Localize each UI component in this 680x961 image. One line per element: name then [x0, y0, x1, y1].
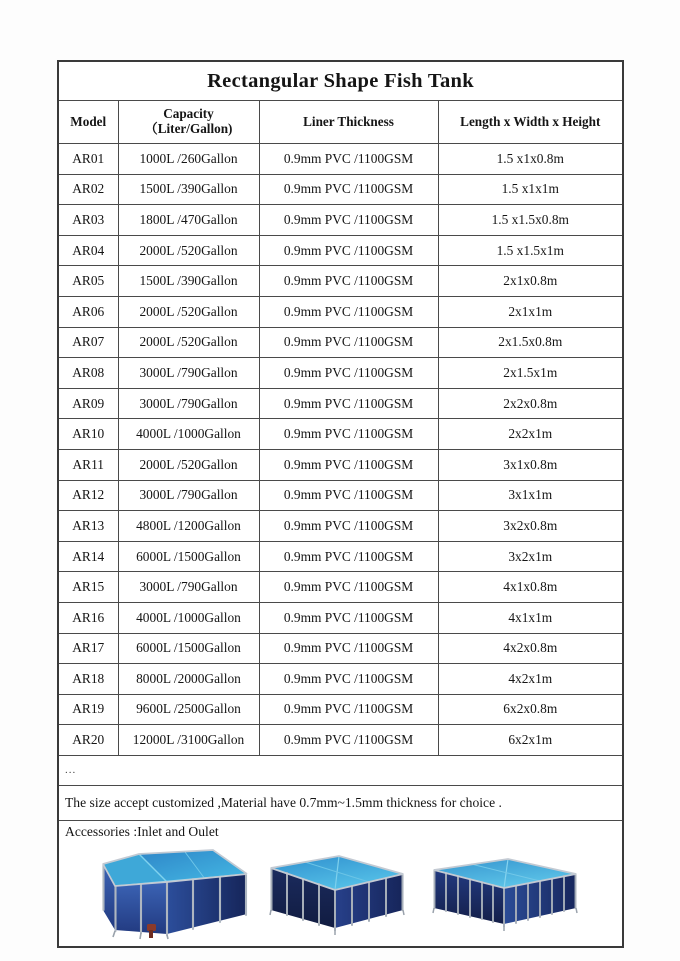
table-note-row [58, 785, 623, 820]
cell-model: AR20 [58, 725, 118, 756]
table-row [58, 602, 623, 633]
cell-dimensions: 3x1x0.8m [438, 449, 623, 480]
fish-tank-photo-wide-frame-blue [430, 856, 580, 938]
table-row [58, 725, 623, 756]
table-row [58, 633, 623, 664]
cell-dimensions: 1.5 x1x1m [438, 174, 623, 205]
cell-dimensions: 2x1x0.8m [438, 266, 623, 297]
cell-liner: 0.9mm PVC /1100GSM [259, 511, 438, 542]
cell-liner: 0.9mm PVC /1100GSM [259, 602, 438, 633]
cell-dimensions: 3x2x0.8m [438, 511, 623, 542]
table-row [58, 266, 623, 297]
table-row [58, 388, 623, 419]
cell-liner: 0.9mm PVC /1100GSM [259, 205, 438, 236]
cell-liner: 0.9mm PVC /1100GSM [259, 725, 438, 756]
fish-tank-photo-dark-frame-blue-top [265, 852, 410, 938]
cell-model: AR01 [58, 144, 118, 175]
cell-dimensions: 1.5 x1x0.8m [438, 144, 623, 175]
cell-capacity: 3000L /790Gallon [118, 358, 259, 389]
cell-capacity: 2000L /520Gallon [118, 449, 259, 480]
cell-liner: 0.9mm PVC /1100GSM [259, 296, 438, 327]
cell-model: AR12 [58, 480, 118, 511]
cell-dimensions: 3x1x1m [438, 480, 623, 511]
cell-capacity: 4000L /1000Gallon [118, 419, 259, 450]
table-row [58, 235, 623, 266]
cell-model: AR09 [58, 388, 118, 419]
cell-model: AR11 [58, 449, 118, 480]
cell-liner: 0.9mm PVC /1100GSM [259, 174, 438, 205]
table-row [58, 694, 623, 725]
table-row [58, 449, 623, 480]
cell-dimensions: 1.5 x1.5x1m [438, 235, 623, 266]
cell-liner: 0.9mm PVC /1100GSM [259, 449, 438, 480]
cell-dimensions: 3x2x1m [438, 541, 623, 572]
cell-dimensions: 6x2x0.8m [438, 694, 623, 725]
ellipsis-text: ... [58, 755, 623, 785]
column-header-capacity-line1: Capacity [163, 106, 214, 122]
cell-capacity: 3000L /790Gallon [118, 480, 259, 511]
cell-dimensions: 2x1.5x0.8m [438, 327, 623, 358]
cell-dimensions: 4x1x0.8m [438, 572, 623, 603]
cell-liner: 0.9mm PVC /1100GSM [259, 541, 438, 572]
cell-model: AR02 [58, 174, 118, 205]
table-row [58, 327, 623, 358]
table-accessories-row [58, 820, 623, 947]
table-row [58, 480, 623, 511]
cell-model: AR04 [58, 235, 118, 266]
cell-capacity: 1500L /390Gallon [118, 174, 259, 205]
cell-model: AR18 [58, 664, 118, 695]
accessories-cell [58, 820, 623, 947]
table-row [58, 541, 623, 572]
accessories-label: Accessories :Inlet and Oulet [65, 823, 219, 839]
table-row [58, 664, 623, 695]
table-row [58, 419, 623, 450]
cell-dimensions: 2x2x1m [438, 419, 623, 450]
cell-model: AR13 [58, 511, 118, 542]
cell-dimensions: 6x2x1m [438, 725, 623, 756]
page-title: Rectangular Shape Fish Tank [58, 61, 623, 101]
column-header-liner-thickness: Liner Thickness [259, 101, 438, 144]
cell-model: AR03 [58, 205, 118, 236]
cell-capacity: 4000L /1000Gallon [118, 602, 259, 633]
cell-dimensions: 2x1.5x1m [438, 358, 623, 389]
cell-liner: 0.9mm PVC /1100GSM [259, 144, 438, 175]
cell-model: AR10 [58, 419, 118, 450]
cell-capacity: 1500L /390Gallon [118, 266, 259, 297]
cell-model: AR05 [58, 266, 118, 297]
table-row [58, 358, 623, 389]
table-ellipsis-row [58, 755, 623, 785]
cell-dimensions: 2x2x0.8m [438, 388, 623, 419]
cell-model: AR15 [58, 572, 118, 603]
customization-note: The size accept customized ,Material have 0.7mm~1.5mm thickness for choice . [58, 785, 623, 820]
cell-liner: 0.9mm PVC /1100GSM [259, 419, 438, 450]
column-header-capacity [118, 101, 259, 144]
table-row [58, 572, 623, 603]
table-title-row [58, 61, 623, 101]
cell-liner: 0.9mm PVC /1100GSM [259, 388, 438, 419]
cell-capacity: 2000L /520Gallon [118, 327, 259, 358]
column-header-model: Model [58, 101, 118, 144]
table-row [58, 174, 623, 205]
table-row [58, 511, 623, 542]
cell-liner: 0.9mm PVC /1100GSM [259, 327, 438, 358]
cell-dimensions: 4x1x1m [438, 602, 623, 633]
tank-photo-strip [65, 842, 622, 940]
cell-capacity: 12000L /3100Gallon [118, 725, 259, 756]
cell-liner: 0.9mm PVC /1100GSM [259, 266, 438, 297]
cell-model: AR06 [58, 296, 118, 327]
table-row [58, 296, 623, 327]
cell-capacity: 6000L /1500Gallon [118, 633, 259, 664]
cell-dimensions: 2x1x1m [438, 296, 623, 327]
cell-capacity: 2000L /520Gallon [118, 296, 259, 327]
cell-capacity: 3000L /790Gallon [118, 572, 259, 603]
cell-liner: 0.9mm PVC /1100GSM [259, 480, 438, 511]
cell-capacity: 3000L /790Gallon [118, 388, 259, 419]
spec-table-container [57, 60, 622, 948]
column-header-dimensions: Length x Width x Height [438, 101, 623, 144]
cell-dimensions: 1.5 x1.5x0.8m [438, 205, 623, 236]
cell-model: AR07 [58, 327, 118, 358]
cell-capacity: 2000L /520Gallon [118, 235, 259, 266]
cell-liner: 0.9mm PVC /1100GSM [259, 694, 438, 725]
cell-capacity: 8000L /2000Gallon [118, 664, 259, 695]
fish-tank-spec-table [57, 60, 624, 948]
cell-liner: 0.9mm PVC /1100GSM [259, 664, 438, 695]
cell-capacity: 4800L /1200Gallon [118, 511, 259, 542]
table-header-row [58, 101, 623, 144]
cell-liner: 0.9mm PVC /1100GSM [259, 572, 438, 603]
fish-tank-photo-open-top-blue [101, 848, 251, 940]
column-header-capacity-line2: （Liter/Gallon) [144, 121, 233, 136]
cell-model: AR19 [58, 694, 118, 725]
cell-model: AR08 [58, 358, 118, 389]
cell-model: AR14 [58, 541, 118, 572]
table-row [58, 205, 623, 236]
cell-liner: 0.9mm PVC /1100GSM [259, 633, 438, 664]
cell-model: AR17 [58, 633, 118, 664]
cell-dimensions: 4x2x0.8m [438, 633, 623, 664]
cell-capacity: 1000L /260Gallon [118, 144, 259, 175]
table-row [58, 144, 623, 175]
cell-liner: 0.9mm PVC /1100GSM [259, 358, 438, 389]
cell-capacity: 1800L /470Gallon [118, 205, 259, 236]
cell-model: AR16 [58, 602, 118, 633]
cell-dimensions: 4x2x1m [438, 664, 623, 695]
cell-liner: 0.9mm PVC /1100GSM [259, 235, 438, 266]
cell-capacity: 6000L /1500Gallon [118, 541, 259, 572]
cell-capacity: 9600L /2500Gallon [118, 694, 259, 725]
